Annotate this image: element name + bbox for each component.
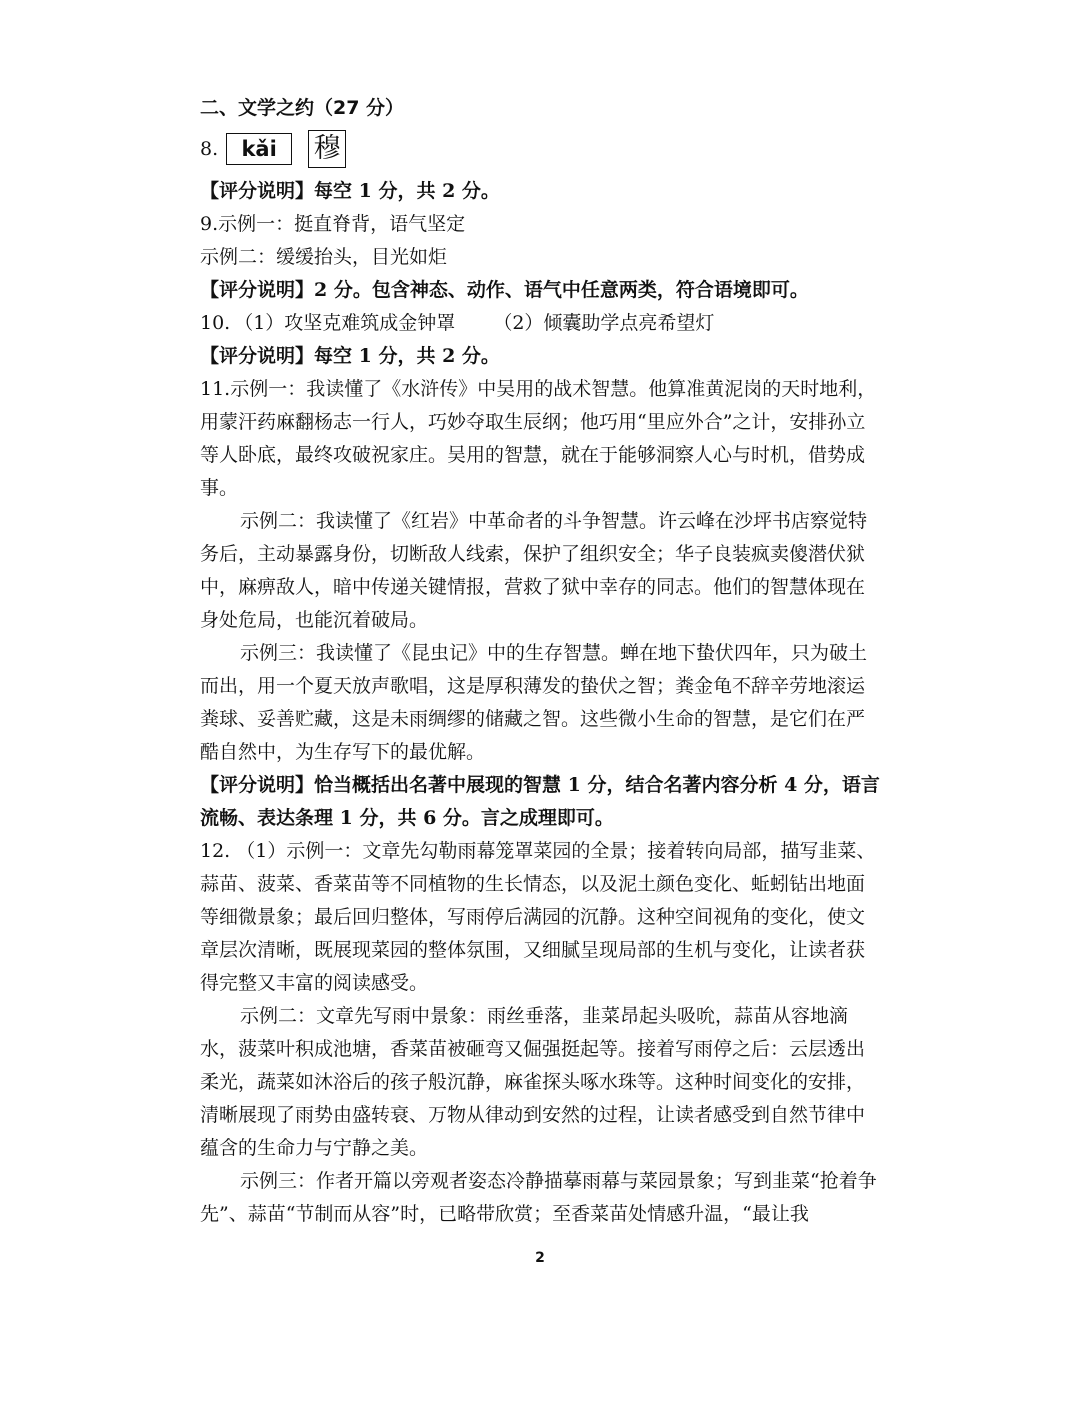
question-11-example-3: 示例三：我读懂了《昆虫记》中的生存智慧。蝉在地下蛰伏四年，只为破土而出，用一个夏天放声歌唱，这是厚积薄发的蛰伏之智；粪金龟不辞辛劳地滚运粪球、妥善贮藏，这是未雨绸缪的储藏之智。这些微小生命的智慧，是它们在严酷自然中，为生存写下的最优解。 — [200, 642, 868, 763]
question-9-example-2: 示例二：缓缓抬头，目光如炬 — [200, 246, 448, 268]
character-answer-box: 穆 — [308, 130, 346, 168]
question-10-part-1: （1）攻坚克难筑成金钟罩 — [234, 312, 456, 334]
score-note-10: 【评分说明】每空 1 分，共 2 分。 — [200, 345, 500, 367]
page-number: 2 — [535, 1250, 545, 1266]
question-9-example-1: 9.示例一：挺直脊背，语气坚定 — [200, 213, 466, 235]
score-note-9: 【评分说明】2 分。包含神态、动作、语气中任意两类，符合语境即可。 — [200, 279, 809, 301]
question-10-number: 10. — [200, 312, 231, 334]
question-11-example-2: 示例二：我读懂了《红岩》中革命者的斗争智慧。许云峰在沙坪书店察觉特务后，主动暴露身份，切断敌人线索，保护了组织安全；华子良装疯卖傻潜伏狱中，麻痹敌人，暗中传递关键情报，营救了狱中幸存的同志。他们的智慧体现在身处危局，也能沉着破局。 — [200, 510, 868, 631]
question-8-number: 8. — [200, 137, 219, 160]
question-12-example-3: 示例三：作者开篇以旁观者姿态冷静描摹雨幕与菜园景象；写到韭菜“抢着争先”、蒜苗“节制而从容”时，已略带欣赏；至香菜苗处情感升温，“最让我 — [200, 1170, 877, 1225]
answer-content — [200, 92, 880, 1231]
question-12-example-2: 示例二：文章先写雨中景象：雨丝垂落，韭菜昂起头吸吮，蒜苗从容地滴水，菠菜叶积成池塘，香菜苗被砸弯又倔强挺起等。接着写雨停之后：云层透出柔光，蔬菜如沐浴后的孩子般沉静，麻雀探头啄水珠等。这种时间变化的安排，清晰展现了雨势由盛转衰、万物从律动到安然的过程，让读者感受到自然节律中蕴含的生命力与宁静之美。 — [200, 1005, 866, 1159]
score-note-11: 【评分说明】恰当概括出名著中展现的智慧 1 分，结合名著内容分析 4 分，语言流畅、表达条理 1 分，共 6 分。言之成理即可。 — [200, 774, 880, 829]
score-note-8: 【评分说明】每空 1 分，共 2 分。 — [200, 180, 500, 202]
question-10-part-2: （2）倾囊助学点亮希望灯 — [493, 312, 715, 334]
pinyin-answer-box: kǎi — [226, 133, 292, 165]
question-12-example-1: 12. （1）示例一：文章先勾勒雨幕笼罩菜园的全景；接着转向局部，描写韭菜、蒜苗、菠菜、香菜苗等不同植物的生长情态，以及泥土颜色变化、蚯蚓钻出地面等细微景象；最后回归整体，写雨停后满园的沉静。这种空间视角的变化，使文章层次清晰，既展现菜园的整体氛围，又细腻呈现局部的生机与变化，让读者获得完整又丰富的阅读感受。 — [200, 840, 876, 994]
question-8 — [200, 127, 880, 171]
question-10 — [200, 307, 880, 340]
question-11-example-1: 11.示例一：我读懂了《水浒传》中吴用的战术智慧。他算准黄泥岗的天时地利，用蒙汗药麻翻杨志一行人，巧妙夺取生辰纲；他巧用“里应外合”之计，安排孙立等人卧底，最终攻破祝家庄。吴用的智慧，就在于能够洞察人心与时机，借势成事。 — [200, 378, 877, 499]
section-title: 二、文学之约（27 分） — [200, 97, 405, 119]
